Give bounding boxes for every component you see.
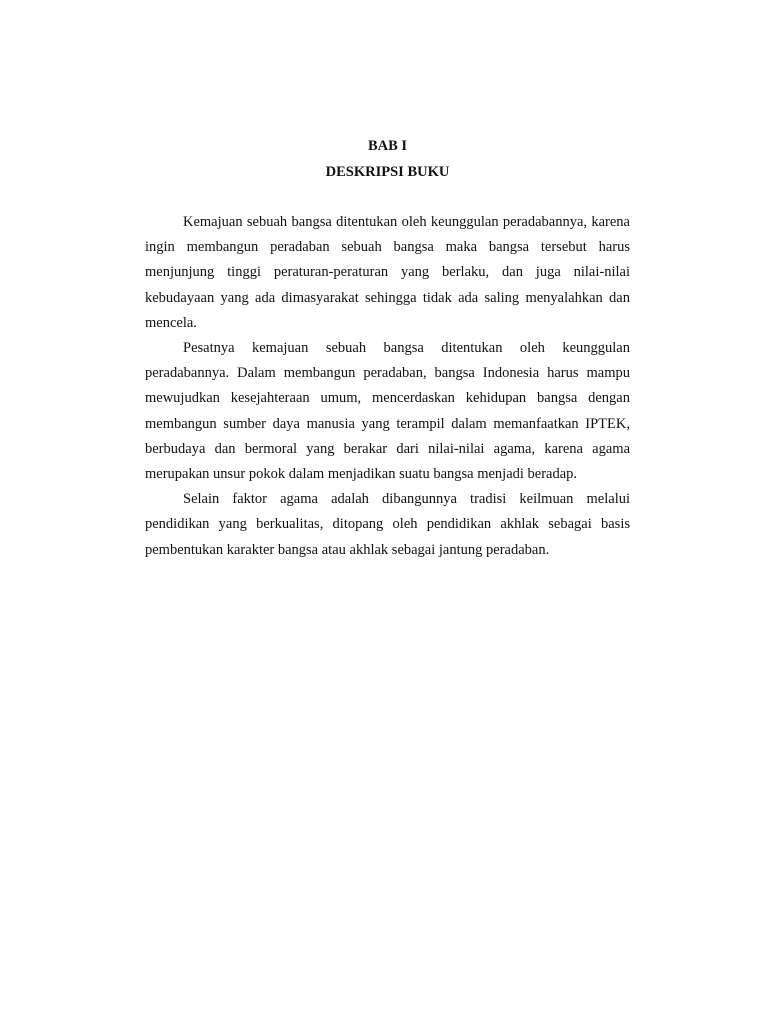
chapter-title: DESKRIPSI BUKU xyxy=(325,164,450,180)
paragraph: Selain faktor agama adalah dibangunnya tradisi keilmuan melalui pendidikan yang berkualitas, ditopang oleh pendidikan akhlak sebagai basis pembentukan karakter bangsa atau akhlak sebagai jantung peradaban. xyxy=(145,491,630,558)
paragraph: Pesatnya kemajuan sebuah bangsa ditentukan oleh keunggulan peradabannya. Dalam membangun peradaban, bangsa Indonesia harus mampu mewujudkan kesejahteraan umum, mencerdaskan kehidupan bangsa dengan membangun sumber daya manusia yang terampil dalam memanfaatkan IPTEK, berbudaya dan bermoral yang berakar dari nilai-nilai agama, karena agama merupakan unsur pokok dalam menjadikan suatu bangsa menjadi beradap. xyxy=(145,340,630,483)
paragraph: Kemajuan sebuah bangsa ditentukan oleh keunggulan peradabannya, karena ingin membangun peradaban sebuah bangsa maka bangsa tersebut harus menjunjung tinggi peraturan-peraturan yang berlaku, dan juga nilai-nilai kebudayaan yang ada dimasyarakat sehingga tidak ada saling menyalahkan dan mencela. xyxy=(145,214,630,331)
body-text xyxy=(145,210,630,563)
chapter-label: BAB I xyxy=(367,138,408,154)
